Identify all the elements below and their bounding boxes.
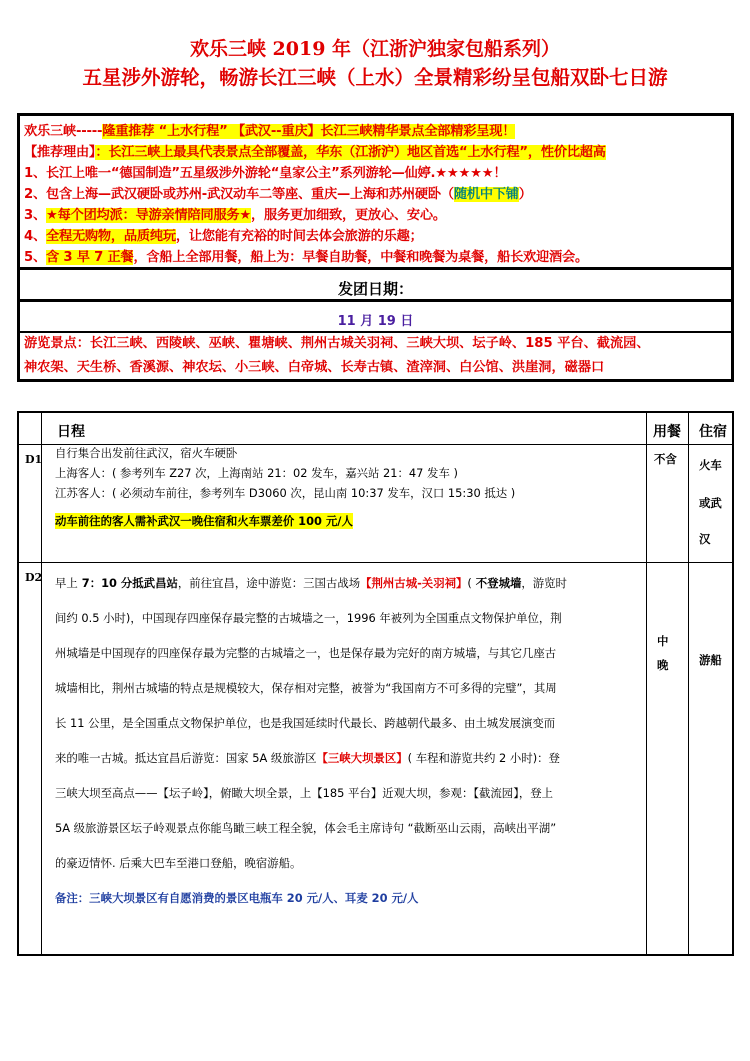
guide-service-desc: ，服务更加细致，更放心、安心。 xyxy=(251,208,446,223)
d1-meals: 不含 xyxy=(654,452,677,466)
no-shopping-text: 全程无购物，品质纯玩 xyxy=(45,229,176,244)
d2-text: ( xyxy=(467,576,472,590)
departure-date: 11 月 19 日 xyxy=(337,314,414,329)
guide-service-text: ★每个团均派：导游亲情陪同服务★ xyxy=(45,208,252,223)
highlight-line-2 xyxy=(24,141,606,160)
d2-note: 备注：三峡大坝景区有自愿消费的景区电瓶车 20 元/人、耳麦 20 元/人 xyxy=(55,891,419,905)
d2-meals-lunch: 中 xyxy=(657,634,669,648)
d2-arrival-time: 7：10 分抵武昌站 xyxy=(77,576,178,590)
d2-line-1 xyxy=(55,575,567,591)
brand-label: 欢乐三峡----- xyxy=(24,124,103,139)
d1-line-3: 江苏客人：( 必须动车前往，参考列车 D3060 次，昆山南 10:37 发车，汉口 15:30 抵达 ) xyxy=(55,486,516,500)
d2-line-4: 城墙相比，荆州古城墙的特点是规模较大，保存相对完整，被誉为“我国南方不可多得的完璧”，其周 xyxy=(55,681,557,695)
trains-text: 2、包含上海—武汉硬卧或苏州-武汉动车二等座、重庆—上海和苏州硬卧（ xyxy=(24,187,454,202)
d1-line-2: 上海客人：( 参考列车 Z27 次，上海南站 21：02 发车，嘉兴站 21：47 发车 ) xyxy=(55,466,458,480)
row-divider xyxy=(19,562,732,563)
item-number: 3、 xyxy=(24,208,46,223)
d2-text: ，前往宜昌，途中游览：三国古战场 xyxy=(177,576,361,590)
d2-line-3: 州城墙是中国现存的四座保存最为完整的古城墙之一，也是保存最为完好的南方城墙，与其它几座古 xyxy=(55,646,557,660)
d2-meals-dinner: 晚 xyxy=(657,658,669,672)
recommend-text: 隆重推荐 “上水行程” 【武汉--重庆】长江三峡精华景点全部精彩呈现！ xyxy=(102,124,516,139)
trains-close: ） xyxy=(518,187,532,202)
d2-sight-jingzhou: 【荆州古城-关羽祠】 xyxy=(360,576,468,590)
no-shopping-desc: ，让您能有充裕的时间去体会旅游的乐趣； xyxy=(175,229,423,244)
item-number: 4、 xyxy=(24,229,46,244)
d1-stay-3: 汉 xyxy=(699,532,711,546)
highlight-line-4 xyxy=(24,183,532,202)
d1-line-1: 自行集合出发前往武汉，宿火车硬卧 xyxy=(55,446,238,460)
d1-note: 动车前往的客人需补武汉一晚住宿和火车票差价 100 元/人 xyxy=(55,514,353,528)
highlight-line-3: 1、长江上唯一“德国制造”五星级涉外游轮“皇家公主”系列游轮—仙婷.★★★★★！ xyxy=(24,166,507,181)
header-meals: 用餐 xyxy=(653,424,681,440)
d2-text: 早上 xyxy=(55,576,78,590)
highlight-line-1 xyxy=(24,120,515,139)
d2-text: 来的唯一古城。抵达宜昌后游览：国家 5A 级旅游区 xyxy=(55,751,317,765)
day-label-d1: D1 xyxy=(25,453,43,466)
page-title: 欢乐三峡 2019 年（江浙沪独家包船系列） xyxy=(189,38,561,60)
column-divider xyxy=(688,413,689,954)
column-divider xyxy=(41,413,42,954)
divider xyxy=(20,299,731,302)
d2-line-7: 三峡大坝至高点——【坛子岭】，俯瞰大坝全景，上【185 平台】近观大坝，参观：【截流园】，登上 xyxy=(55,786,554,800)
d2-line-9: 的豪迈情怀. 后乘大巴车至港口登船，晚宿游船。 xyxy=(55,856,302,870)
berth-text: 随机中下铺 xyxy=(453,187,519,202)
d1-stay-2: 或武 xyxy=(699,496,722,510)
day-label-d2: D2 xyxy=(25,571,43,584)
d2-line-2: 间约 0.5 小时)，中国现存四座保存最完整的古城墙之一，1996 年被列为全国重点文物保护单位，荆 xyxy=(55,611,562,625)
meals-text: 含 3 早 7 正餐 xyxy=(45,250,134,265)
d2-text: ( 车程和游览共约 2 小时)：登 xyxy=(407,751,560,765)
d2-sight-dam: 【三峡大坝景区】 xyxy=(316,751,408,765)
meals-desc: ，含船上全部用餐，船上为：早餐自助餐，中餐和晚餐为桌餐，船长欢迎酒会。 xyxy=(133,250,588,265)
highlights-box xyxy=(17,113,734,382)
page-subtitle: 五星涉外游轮，畅游长江三峡（上水）全景精彩纷呈包船双卧七日游 xyxy=(82,66,668,89)
d2-line-6 xyxy=(55,750,560,766)
reason-label: 【推荐理由】 xyxy=(24,145,96,160)
d2-text: ，游览时 xyxy=(521,576,567,590)
reason-text: ：长江三峡上最具代表景点全部覆盖，华东（江浙沪）地区首选“上水行程”，性价比超高 xyxy=(95,145,606,160)
item-number: 5、 xyxy=(24,250,46,265)
header-schedule: 日程 xyxy=(57,424,85,440)
sights-line-1: 游览景点：长江三峡、西陵峡、巫峡、瞿塘峡、荆州古城关羽祠、三峡大坝、坛子岭、185 平台、截流园、 xyxy=(24,336,650,351)
d2-line-5: 长 11 公里，是全国重点文物保护单位，也是我国延续时代最长、跨越朝代最多、由土城发展演变而 xyxy=(55,716,556,730)
d2-line-8: 5A 级旅游景区坛子岭观景点你能鸟瞰三峡工程全貌，体会毛主席诗句 “截断巫山云雨，高峡出平湖” xyxy=(55,821,557,835)
itinerary-table xyxy=(17,411,734,956)
d2-no-wall: 不登城墙 xyxy=(471,576,522,590)
highlight-line-5 xyxy=(24,204,446,223)
header-stay: 住宿 xyxy=(699,424,727,440)
departure-label: 发团日期： xyxy=(337,280,413,298)
d2-stay: 游船 xyxy=(699,653,722,667)
highlight-line-7 xyxy=(24,246,588,265)
sights-line-2: 神农架、天生桥、香溪源、神农坛、小三峡、白帝城、长寿古镇、渣滓洞、白公馆、洪崖洞，磁器口 xyxy=(24,360,605,375)
d1-stay-1: 火车 xyxy=(699,458,722,472)
highlight-line-6 xyxy=(24,225,423,244)
divider xyxy=(20,267,731,270)
column-divider xyxy=(646,413,647,954)
